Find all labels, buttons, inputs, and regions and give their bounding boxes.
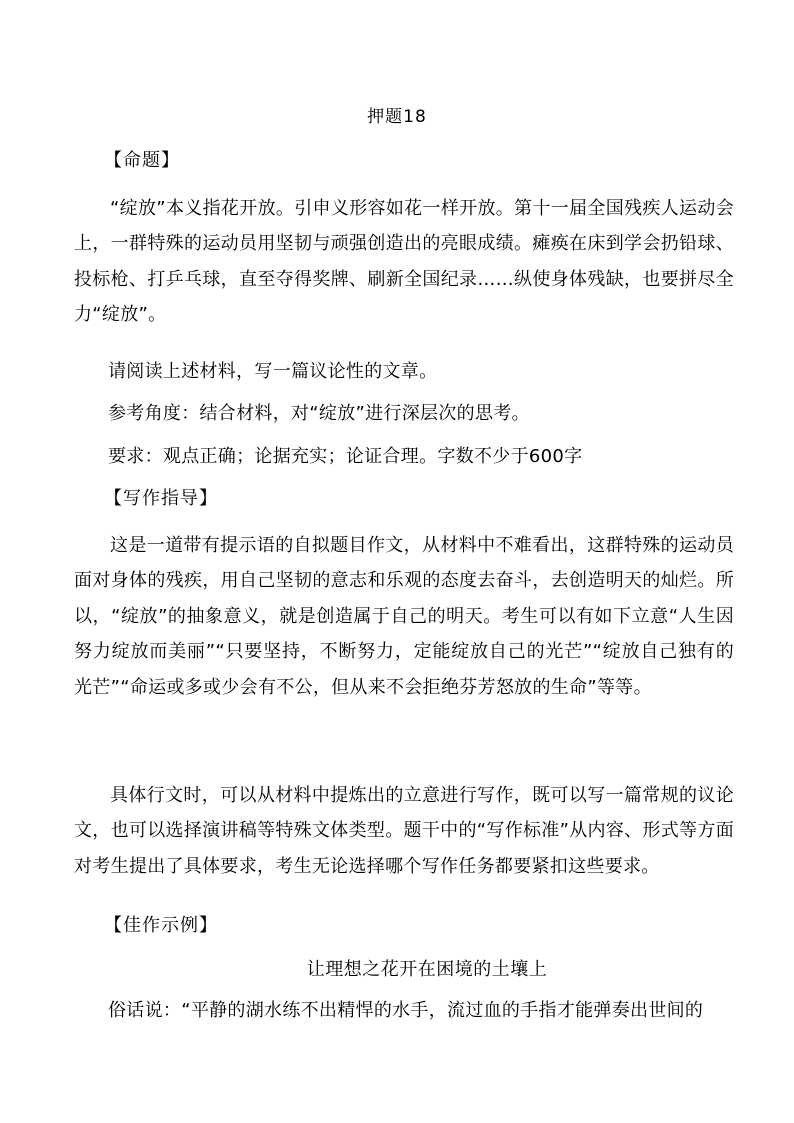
example-heading: 【佳作示例】 <box>104 915 218 936</box>
prompt-paragraph: “绽放”本义指花开放。引申义形容如花一样开放。第十一届全国残疾人运动会上，一群特殊的运动员用坚韧与顽强创造出的亮眼成绩。瘫痪在床到学会扔铅球、投标枪、打乒乓球，直至夺得奖牌、刷新全国纪录……纵使身体残缺，也要拼尽全力“绽放”。 <box>74 198 734 326</box>
guidance-paragraph-2: 具体行文时，可以从材料中提炼出的立意进行写作，既可以写一篇常规的议论文，也可以选择演讲稿等特殊文体类型。题干中的“写作标准”从内容、形式等方面对考生提出了具体要求，考生无论选择哪个写作任务都要紧扣这些要求。 <box>74 785 734 877</box>
essay-title: 让理想之花开在困境的土壤上 <box>306 959 548 980</box>
guidance-heading: 【写作指导】 <box>104 488 218 509</box>
guidance-paragraph-1: 这是一道带有提示语的自拟题目作文，从材料中不难看出，这群特殊的运动员面对身体的残疾，用自己坚韧的意志和乐观的态度去奋斗，去创造明天的灿烂。所以，“绽放”的抽象意义，就是创造属于自己的明天。考生可以有如下立意“人生因努力绽放而美丽”“只要坚持，不断努力，定能绽放自己的光芒”“绽放自己独有的光芒”“命运或多或少会有不公，但从来不会拒绝芬芳怒放的生命”等等。 <box>74 535 734 698</box>
prompt-requirements: 要求：观点正确；论据充实；论证合理。字数不少于600字 <box>108 446 583 467</box>
prompt-instruction: 请阅读上述材料，写一篇议论性的文章。 <box>108 361 438 382</box>
document-title: 押题18 <box>367 107 427 127</box>
essay-opening: 俗话说：“平静的湖水练不出精悍的水手，流过血的手指才能弹奏出世间的 <box>108 1000 704 1021</box>
prompt-reference: 参考角度：结合材料，对“绽放”进行深层次的思考。 <box>108 403 530 424</box>
prompt-heading: 【命题】 <box>104 150 180 171</box>
